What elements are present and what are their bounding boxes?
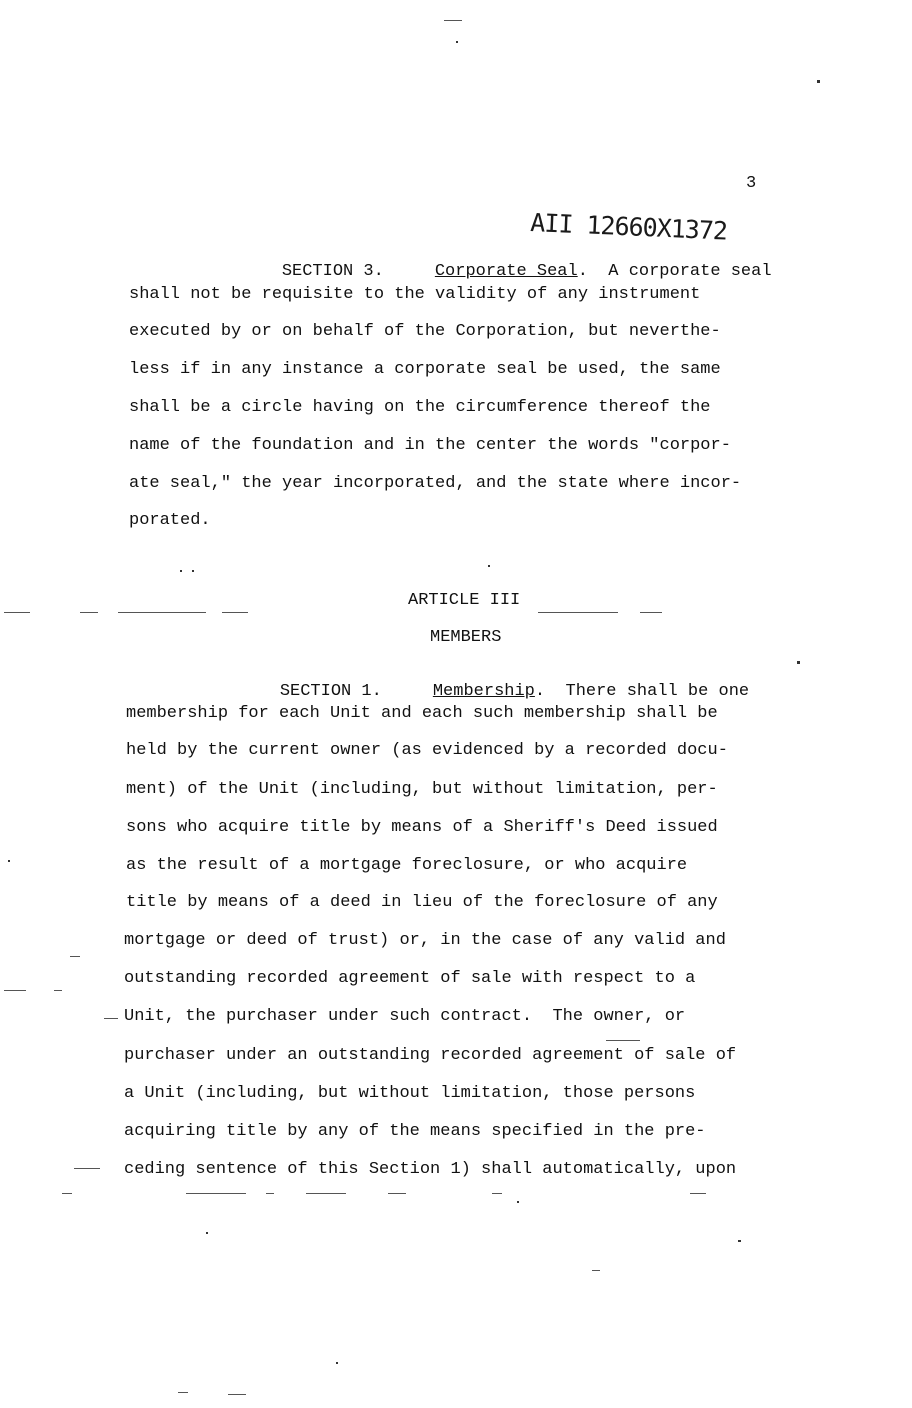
scan-mark [4,612,30,613]
article-title: MEMBERS [430,628,502,647]
section-1-line: held by the current owner (as evidenced by a recorded docu- [126,741,728,760]
scan-speck [456,41,458,43]
section-3-line: executed by or on behalf of the Corporation, but neverthe- [129,322,721,341]
section-3-line: less if in any instance a corporate seal be used, the same [129,360,721,379]
scan-mark [266,1193,274,1194]
scan-mark [178,1392,188,1393]
scan-mark [592,1270,600,1271]
scan-mark [388,1193,406,1194]
scan-mark [222,612,248,613]
section-3-line: ate seal," the year incorporated, and the state where incor- [129,474,742,493]
section-3-line: shall not be requisite to the validity of any instrument [129,285,701,304]
scan-speck [488,565,490,567]
scan-speck [180,570,182,572]
scan-mark [104,1018,118,1019]
section-1-line: a Unit (including, but without limitation, those persons [124,1084,696,1103]
section-3-line: name of the foundation and in the center the words "corpor- [129,436,731,455]
section-1-line: acquiring title by any of the means specified in the pre- [124,1122,706,1141]
scan-speck [517,1201,519,1203]
scan-mark [690,1193,706,1194]
scan-mark [538,612,618,613]
section-1-line: purchaser under an outstanding recorded agreement of sale of [124,1046,737,1065]
section-3-first-line-text: A corporate seal [608,262,772,281]
section-3-title-period: . [577,262,588,281]
scan-speck [8,860,10,862]
section-1-label: SECTION 1. [279,682,382,701]
section-1-line: title by means of a deed in lieu of the foreclosure of any [126,893,718,912]
scan-mark [62,1193,72,1194]
scan-mark [186,1193,246,1194]
scan-mark [80,612,98,613]
scan-speck [817,80,820,83]
section-1-line: as the result of a mortgage foreclosure, or who acquire [126,856,688,875]
scan-mark [306,1193,346,1194]
scan-mark [74,1168,100,1169]
scan-mark [4,990,26,991]
scan-mark [70,956,80,957]
section-1-line: ment) of the Unit (including, but without limitation, per- [126,780,718,799]
scan-speck [336,1362,338,1364]
scan-mark [640,612,662,613]
section-1-line: sons who acquire title by means of a Sheriff's Deed issued [126,818,718,837]
section-1-line: Unit, the purchaser under such contract. The owner, or [124,1007,686,1026]
section-1-first-line-text: There shall be one [565,682,750,701]
scan-mark [444,20,462,21]
section-3-title: Corporate Seal [434,262,578,281]
scan-mark [54,990,62,991]
scan-speck [797,661,800,664]
scan-speck [738,1240,741,1242]
section-3-line: shall be a circle having on the circumference thereof the [129,398,711,417]
section-1-line: ceding sentence of this Section 1) shall automatically, upon [124,1160,737,1179]
scan-mark [606,1040,640,1041]
recording-stamp: AII 12660X1372 [529,208,728,246]
section-1-title-period: . [534,682,546,701]
scan-mark [492,1193,502,1194]
page-number: 3 [746,174,757,193]
section-3-label: SECTION 3. [281,262,384,281]
scan-mark [118,612,206,613]
section-1-line: membership for each Unit and each such membership shall be [126,704,718,723]
scan-mark [228,1394,246,1395]
section-1-line: mortgage or deed of trust) or, in the case of any valid and [124,931,726,950]
scan-speck [206,1232,208,1234]
section-1-line: outstanding recorded agreement of sale with respect to a [124,969,696,988]
article-number: ARTICLE III [408,591,521,610]
section-3-line: porated. [129,511,211,530]
scan-speck [192,570,194,572]
section-1-title: Membership [432,682,535,701]
